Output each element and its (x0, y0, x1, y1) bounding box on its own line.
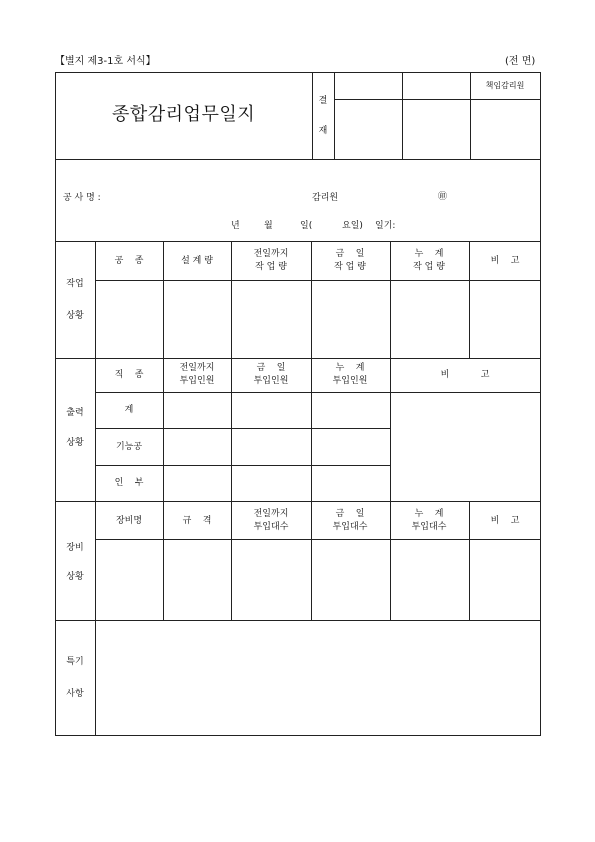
work-header-prev-qty: 전일까지 작 업 량 (253, 249, 289, 272)
equipment-bottom-line (55, 620, 541, 621)
work-header-trade: 공 종 (114, 256, 144, 266)
approval-label-bottom: 재 (318, 126, 328, 136)
date-day-label: 일( (300, 221, 313, 231)
equipment-col-line-2 (231, 501, 232, 620)
resident-supervisor-label: 책임감리원 (485, 81, 525, 90)
labor-header-remarks: 비 고 (440, 370, 490, 380)
remarks-section-label-bottom: 사항 (66, 689, 84, 699)
labor-col-line-4 (390, 358, 391, 501)
date-year-label: 년 (231, 221, 240, 231)
work-bottom-line (55, 358, 541, 359)
date-month-label: 월 (264, 221, 273, 231)
labor-col-line-2 (231, 358, 232, 501)
equipment-header-name: 장비명 (115, 516, 143, 526)
labor-header-today: 금 일 투입인원 (253, 363, 289, 386)
labor-row-total: 계 (124, 405, 134, 415)
labor-header-prev: 전일까지 투입인원 (179, 363, 215, 386)
approval-label-divider (334, 72, 335, 159)
approval-label-top: 결 (318, 96, 328, 106)
project-name-label: 공 사 명 : (63, 193, 101, 203)
equipment-header-spec: 규 격 (182, 516, 212, 526)
work-col-line-4 (390, 241, 391, 358)
equipment-header-prev: 전일까지 투입대수 (253, 509, 289, 532)
equipment-header-remarks: 비 고 (490, 516, 520, 526)
equipment-col-line-5 (469, 501, 470, 620)
work-col-line-5 (469, 241, 470, 358)
work-section-label-top: 작업 (66, 279, 84, 289)
supervisor-label: 감리원 (312, 193, 339, 203)
seal-mark: ㊞ (438, 192, 448, 202)
work-header-line (95, 280, 541, 281)
equipment-col-line-4 (390, 501, 391, 620)
title-bottom-line (55, 159, 541, 160)
equipment-section-label-bottom: 상황 (66, 572, 84, 582)
labor-header-total: 누 계 투입인원 (332, 363, 368, 386)
work-header-design-qty: 설 계 량 (181, 256, 213, 266)
work-header-remarks: 비 고 (490, 256, 520, 266)
approval-divider-2 (470, 72, 471, 159)
labor-row-line-2 (95, 465, 390, 466)
labor-section-label-top: 출력 (66, 408, 84, 418)
equipment-header-line (95, 539, 541, 540)
labor-header-line (95, 392, 541, 393)
work-col-line-3 (311, 241, 312, 358)
approval-box-left-line (312, 72, 313, 159)
approval-sign-line (334, 99, 541, 100)
labor-col-line-1 (163, 358, 164, 501)
work-section-label-bottom: 상황 (66, 311, 84, 321)
work-header-total-qty: 누 계 작 업 량 (413, 249, 445, 272)
equipment-header-total: 누 계 투입대수 (411, 509, 447, 532)
section-label-divider (95, 241, 96, 736)
labor-col-line-3 (311, 358, 312, 501)
page-title: 종합감리업무일지 (112, 104, 256, 125)
labor-section-label-bottom: 상황 (66, 438, 84, 448)
work-header-today-qty: 금 일 작 업 량 (334, 249, 366, 272)
weather-label: 일기: (375, 221, 396, 231)
page-side-label: (전 면) (505, 56, 536, 67)
equipment-col-line-1 (163, 501, 164, 620)
equipment-header-today: 금 일 투입대수 (332, 509, 368, 532)
labor-row-laborer: 인 부 (114, 478, 144, 488)
equipment-section-label-top: 장비 (66, 543, 84, 553)
date-weekday-label: 요일) (342, 221, 363, 231)
form-number: 【별지 제3-1호 서식】 (55, 56, 156, 67)
remarks-section-label-top: 특기 (66, 657, 84, 667)
labor-header-trade: 직 종 (114, 370, 144, 380)
work-col-line-2 (231, 241, 232, 358)
work-col-line-1 (163, 241, 164, 358)
equipment-col-line-3 (311, 501, 312, 620)
approval-divider-1 (402, 72, 403, 159)
labor-row-skilled: 기능공 (115, 442, 143, 452)
labor-row-line-1 (95, 428, 390, 429)
